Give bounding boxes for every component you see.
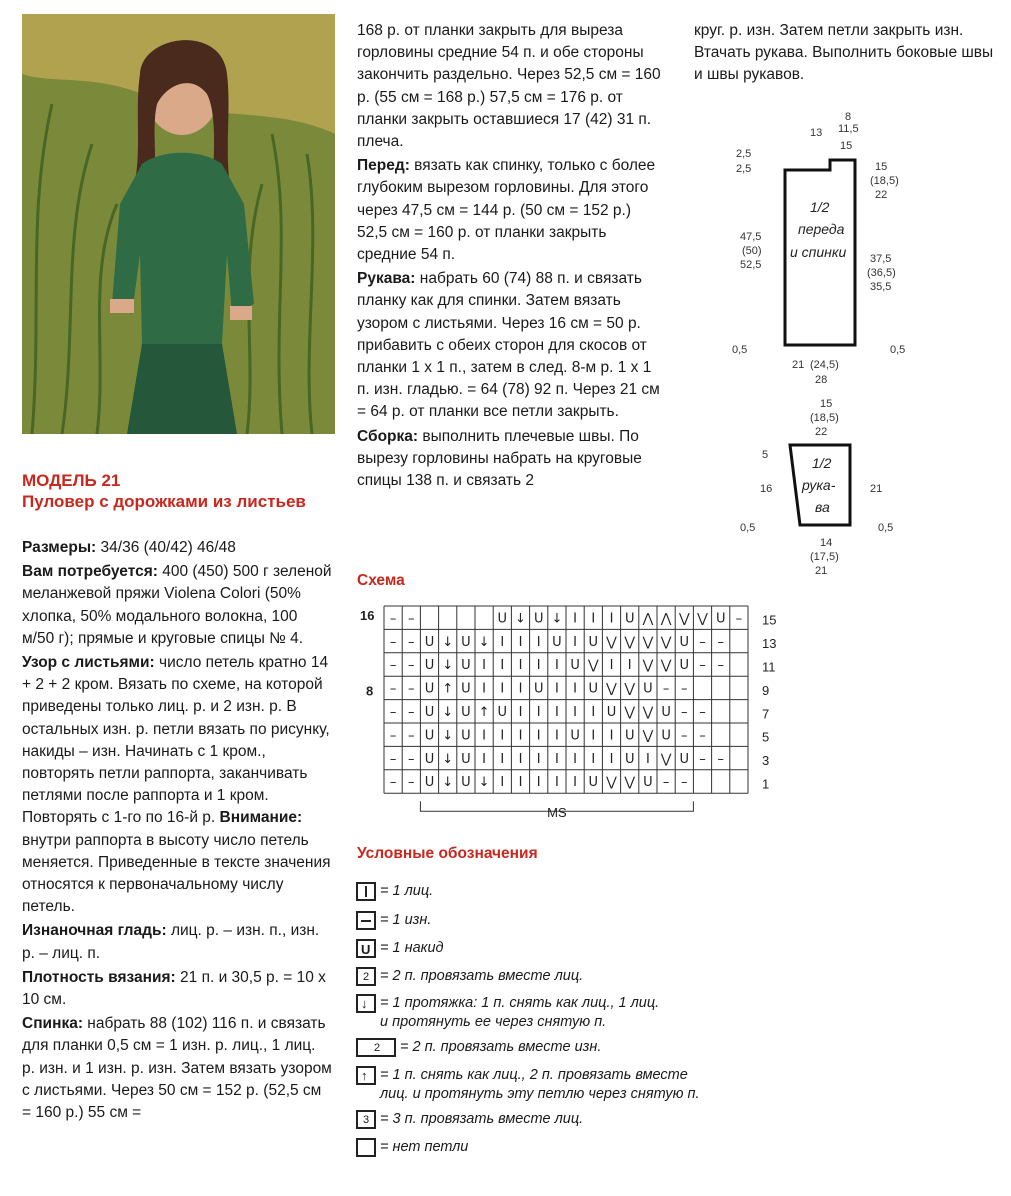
chart-stitch-symbol: I [500,751,505,767]
chart-row-label-right: 1 [762,776,770,792]
body-dim-left50: (50) [742,245,762,257]
chart-stitch-symbol: ⋁ [624,681,636,697]
chart-stitch-symbol: – [681,704,688,720]
chart-stitch-symbol: U [424,704,435,720]
chart-row-label-right: 13 [762,636,776,652]
chart-stitch-symbol: I [591,704,596,720]
photo-illustration [22,14,335,434]
chart-stitch-symbol: I [573,704,578,720]
chart-stitch-symbol: – [389,634,397,650]
chart-stitch-symbol: ↓ [478,775,490,791]
chart-stitch-symbol: I [536,704,541,720]
text-leaf-pattern: число петель кратно 14 + 2 + 2 кром. Вязать по схеме, на которой приведены только лиц. р. и 2 изн. р. В остальных изн. р. петли вязать по рисунку, накиды – изн. Начинать с 1 кром., повторять петли раппорта, заканчивать петлями после раппорта и 1 кром. Повторять с 1-го по 16-й р. [22,654,330,827]
chart-stitch-symbol: ⋁ [697,611,708,627]
chart-stitch-symbol: ⋁ [606,681,617,697]
chart-stitch-symbol: ⋁ [660,634,672,650]
schema-title: Схема [357,572,405,589]
chart-stitch-symbol: – [408,704,415,720]
chart-stitch-symbol: – [408,611,415,627]
chart-stitch-symbol: U [588,681,599,697]
legend-item-knit: = 1 лиц. [356,882,433,901]
body-dim-br05: 0,5 [890,344,906,356]
chart-stitch-symbol: U [570,728,580,744]
chart-stitch-symbol: – [389,681,397,697]
text-sleeves: набрать 60 (74) 88 п. и связать планку как для спинки. Затем вязать узором с листьями. Через 16 см = 50 р. прибавить с обеих сторон для скосов от планки 1 х 1 п., затем в след. 8-м р. 1 х 1 п. изн. гладью. = 64 (78) 92 п. Через 21 см = 64 р. от планки все петли закрыть. [357,270,660,421]
paragraph-assembly [357,426,665,493]
chart-stitch-symbol: U [606,704,617,720]
chart-stitch-symbol: – [681,728,688,744]
body-dim-bottom21: 21 [792,359,805,371]
label-reverse-stockinette: Изнаночная гладь: [22,922,167,940]
chart-stitch-symbol: ⋁ [642,704,654,720]
label-assembly: Сборка: [357,427,419,445]
paragraph-front [357,155,665,266]
chart-stitch-symbol: – [699,704,706,720]
chart-stitch-symbol: I [536,751,541,767]
chart-stitch-symbol: – [699,728,706,744]
chart-stitch-symbol: ↓ [515,611,526,627]
chart-stitch-symbol: ↓ [442,704,454,720]
chart-stitch-symbol: U [588,634,599,650]
sleeve-dim-top185: (18,5) [810,412,839,424]
chart-stitch-symbol: I [536,634,541,650]
legend-item-k2tog: 2 = 2 п. провязать вместе лиц. [356,967,583,986]
label-materials: Вам потребуется: [22,563,158,581]
model-name: Пуловер с дорожками из листьев [22,492,306,511]
model-photo [22,14,335,434]
sleeve-dim-bottom21: 21 [815,565,828,577]
chart-stitch-symbol: – [408,658,415,674]
chart-stitch-symbol: I [518,751,523,767]
body-piece [732,111,905,386]
chart-stitch-symbol: – [408,775,415,791]
chart-row-label-right: 5 [762,729,770,745]
body-dim-left25a: 2,5 [736,148,752,160]
chart-stitch-symbol: I [518,658,523,674]
legend-title: Условные обозначения [357,845,538,862]
text-assembly: выполнить плечевые швы. По вырезу горловины набрать на круговые спицы 138 п. и связать 2 [357,427,642,490]
chart-stitch-symbol: U [643,775,653,791]
sleeve-dim-bottom175: (17,5) [810,551,839,563]
knitting-chart-grid [356,600,776,835]
chart-stitch-symbol: ↓ [478,634,490,650]
chart-stitch-symbol: U [497,704,508,720]
chart-stitch-symbol: I [536,775,541,791]
chart-stitch-symbol: U [533,681,544,697]
knitting-chart [356,600,776,835]
chart-stitch-symbol: I [609,658,614,674]
body-dim-top8: 8 [845,111,852,123]
chart-stitch-symbol: I [554,681,559,697]
chart-stitch-symbol: I [482,681,487,697]
chart-stitch-symbol: I [609,751,614,767]
chart-stitch-symbol: I [573,775,578,791]
body-dim-left475: 47,5 [740,231,762,243]
chart-stitch-symbol: U [552,634,562,650]
chart-stitch-symbol: I [627,658,632,674]
repeat-label: MS [547,805,567,821]
sk2p-arrow-up-icon: ↑ [356,1066,376,1085]
chart-stitch-symbol: I [482,751,487,767]
sleeve-dim-bottom14: 14 [820,537,833,549]
body-label-2: переда [798,221,845,237]
chart-stitch-symbol: ⋁ [642,634,654,650]
chart-stitch-symbol: ↓ [442,775,454,791]
chart-stitch-symbol: I [609,611,614,627]
body-dim-left525: 52,5 [740,259,762,271]
text-back: набрать 88 (102) 116 п. и связать для планки 0,5 см = 1 изн. р. лиц., 1 лиц. р. изн. и 1 изн. р. изн. Затем вязать узором с листьями. Через 50 см = 152 р. (52,5 см = 160 р.) 55 см = [22,1015,332,1122]
chart-stitch-symbol: U [461,658,471,674]
body-dim-right365: (36,5) [867,267,896,279]
chart-stitch-symbol: ↓ [442,658,454,674]
label-gauge: Плотность вязания: [22,968,176,986]
body-label-1: 1/2 [810,199,830,215]
chart-stitch-symbol: U [624,611,635,627]
chart-stitch-symbol: I [482,658,487,674]
chart-stitch-symbol: ↓ [442,751,454,767]
sleeve-dim-left16: 16 [760,483,773,495]
chart-stitch-symbol: ↓ [442,728,454,744]
chart-stitch-symbol: I [536,658,541,674]
p2tog-icon: 2 [356,1038,396,1057]
ssk-arrow-down-icon: ↓ [356,994,376,1013]
sleeve-dim-left5: 5 [762,449,769,461]
body-dim-right185: (18,5) [870,175,899,187]
chart-stitch-symbol: ↑ [478,704,490,720]
garment-schematic [730,100,1000,580]
chart-stitch-symbol: ⋁ [642,658,654,674]
label-sizes: Размеры: [22,539,97,556]
chart-stitch-symbol: – [389,611,397,627]
model-title [22,470,306,512]
legend-item-purl: = 1 изн. [356,911,431,930]
text-front: вязать как спинку, только с более глубоким вырезом горловины. Для этого через 47,5 см = 144 р. (50 см = 152 р.) 52,5 см = 160 р. от планки закрыть средние 54 п. [357,157,656,264]
chart-stitch-symbol: – [699,658,706,674]
text-gauge: 21 п. и 30,5 р. = 10 х 10 см. [22,968,326,1009]
chart-stitch-symbol: ⋁ [624,634,636,650]
no-stitch-icon [356,1138,376,1157]
chart-stitch-symbol: I [518,704,523,720]
paragraph-back-cont [357,20,665,153]
chart-stitch-symbol: – [389,658,397,674]
chart-stitch-symbol: ↓ [442,634,454,650]
chart-stitch-symbol: I [573,681,578,697]
chart-stitch-symbol: I [500,728,505,744]
chart-stitch-symbol: I [536,728,541,744]
chart-stitch-symbol: I [554,728,559,744]
chart-stitch-symbol: – [389,751,397,767]
text-column-1 [22,537,332,1126]
chart-stitch-symbol: I [518,775,523,791]
chart-stitch-symbol: U [679,751,690,767]
chart-stitch-symbol: – [408,751,415,767]
body-dim-bottom28: 28 [815,374,828,386]
text-reverse-stockinette: лиц. р. – изн. п., изн. р. – лиц. п. [22,922,320,962]
chart-stitch-symbol: U [588,775,599,791]
chart-stitch-symbol: ⋁ [624,704,636,720]
chart-stitch-symbol: ⋁ [587,658,599,674]
chart-stitch-symbol: – [389,728,397,744]
body-label-3: и спинки [790,244,847,260]
legend-item-k3tog: 3 = 3 п. провязать вместе лиц. [356,1110,583,1129]
chart-stitch-symbol: – [408,681,415,697]
chart-stitch-symbol: – [408,634,415,650]
chart-stitch-symbol: U [570,658,580,674]
sleeve-dim-br05: 0,5 [878,522,894,534]
chart-stitch-symbol: I [518,728,523,744]
k2tog-icon: 2 [356,967,376,986]
sleeve-label-1: 1/2 [812,455,832,471]
body-dim-bl05: 0,5 [732,344,748,356]
chart-stitch-symbol: I [518,681,523,697]
text-sizes: 34/36 (40/42) 46/48 [96,539,236,556]
chart-stitch-symbol: U [461,775,471,791]
chart-stitch-symbol: ↓ [551,611,563,627]
chart-stitch-symbol: U [424,751,435,767]
chart-stitch-symbol: U [461,681,471,697]
chart-stitch-symbol: I [554,775,559,791]
chart-stitch-symbol: ⋁ [660,658,672,674]
sleeve-dim-top22: 22 [815,426,828,438]
chart-stitch-symbol: – [717,658,724,674]
chart-row-label-left: 8 [366,683,374,699]
chart-stitch-symbol: ⋀ [642,611,654,627]
paragraph-sizes [22,537,332,559]
chart-stitch-symbol: U [424,728,435,744]
knit-stitch-icon [356,882,376,901]
chart-stitch-symbol: – [681,775,688,791]
chart-stitch-symbol: – [389,775,397,791]
chart-stitch-symbol: I [554,751,559,767]
text-column-3 [694,20,1002,89]
chart-stitch-symbol: ⋀ [660,611,672,627]
paragraph-assembly-cont: круг. р. изн. Затем петли закрыть изн. Втачать рукава. Выполнить боковые швы и швы рукавов. [694,22,994,84]
chart-stitch-symbol: – [681,681,688,697]
chart-stitch-symbol: ↑ [442,681,454,697]
chart-stitch-symbol: U [679,634,690,650]
chart-stitch-symbol: ⋁ [642,728,654,744]
body-dim-right375: 37,5 [870,253,892,265]
text-back-cont: 168 р. от планки закрыть для выреза горловины средние 54 п. и обе стороны закончить раздельно. Через 52,5 см = 160 р. (55 см = 168 р.) 57,5 см = 176 р. от планки закрыть оставшиеся 17 (42) 31 п. плеча. [357,22,661,151]
legend-item-yarnover: U = 1 накид [356,939,444,958]
chart-row-label-left: 16 [360,608,375,623]
paragraph-materials [22,561,332,650]
chart-stitch-symbol: – [735,611,743,627]
chart-stitch-symbol: I [573,751,578,767]
label-leaf-pattern: Узор с листьями: [22,654,155,672]
chart-stitch-symbol: U [624,751,635,767]
chart-stitch-symbol: I [609,728,614,744]
sleeve-dim-bl05: 0,5 [740,522,756,534]
chart-stitch-symbol: ⋁ [606,634,617,650]
chart-stitch-symbol: U [461,704,471,720]
sleeve-dim-right21: 21 [870,483,883,495]
chart-row-label-right: 3 [762,753,770,769]
chart-stitch-symbol: – [717,751,724,767]
paragraph-sleeves [357,268,665,423]
chart-row-label-right: 9 [762,682,770,698]
chart-stitch-symbol: U [624,728,635,744]
chart-stitch-symbol: U [661,728,671,744]
chart-stitch-symbol: U [424,775,435,791]
yarnover-icon: U [356,939,376,958]
chart-stitch-symbol: I [500,634,505,650]
chart-stitch-symbol: – [662,775,670,791]
legend-item-no-stitch: = нет петли [356,1138,468,1157]
chart-stitch-symbol: U [533,611,544,627]
chart-stitch-symbol: I [500,681,505,697]
sleeve-piece [740,398,893,577]
chart-stitch-symbol: I [482,728,487,744]
chart-stitch-symbol: I [573,634,578,650]
chart-stitch-symbol: I [645,751,650,767]
paragraph-back [22,1013,332,1124]
sleeve-label-3: ва [815,499,830,515]
body-dim-bottom245: (24,5) [810,359,839,371]
chart-stitch-symbol: U [461,751,471,767]
chart-stitch-symbol: U [661,704,671,720]
label-back: Спинка: [22,1015,83,1033]
chart-row-label-right: 11 [762,659,776,675]
chart-stitch-symbol: U [643,681,653,697]
model-number: МОДЕЛЬ 21 [22,471,121,490]
body-dim-right15: 15 [875,161,888,173]
chart-stitch-symbol: – [699,634,706,650]
chart-stitch-symbol: ⋁ [624,775,636,791]
body-dim-left25b: 2,5 [736,163,752,175]
label-front: Перед: [357,157,410,175]
legend-item-sk2p: ↑ = 1 п. снять как лиц., 2 п. провязать вместе лиц. и протянуть эту петлю через снятую п. [356,1066,700,1104]
text-column-2 [357,20,665,494]
paragraph-reverse-stockinette [22,920,332,964]
chart-stitch-symbol: U [461,728,471,744]
body-dim-top15: 15 [840,140,853,152]
body-dim-right22: 22 [875,189,888,201]
chart-stitch-symbol: U [461,634,471,650]
text-materials: 400 (450) 500 г зеленой меланжевой пряжи Violena Colori (50% хлопка, 50% модального волокна, 100 м/50 г); прямые и круговые спицы № 4. [22,563,332,647]
chart-stitch-symbol: I [591,728,596,744]
chart-stitch-symbol: – [717,634,724,650]
label-sleeves: Рукава: [357,270,416,288]
legend-item-p2tog: 2 = 2 п. провязать вместе изн. [356,1038,601,1057]
chart-stitch-symbol: ⋁ [678,611,690,627]
chart-row-label-right: 7 [762,706,770,722]
chart-stitch-symbol: I [500,658,505,674]
chart-stitch-symbol: I [500,775,505,791]
chart-stitch-symbol: I [573,611,578,627]
sleeve-dim-top15: 15 [820,398,833,410]
chart-stitch-symbol: – [389,704,397,720]
body-dim-top13: 13 [810,127,823,139]
paragraph-gauge [22,967,332,1011]
chart-stitch-symbol: I [554,704,559,720]
chart-stitch-symbol: – [662,681,670,697]
chart-stitch-symbol: U [679,658,690,674]
chart-stitch-symbol: U [715,611,726,627]
legend-item-ssk: ↓ = 1 протяжка: 1 п. снять как лиц., 1 лиц. и протянуть ее через снятую п. [356,994,659,1032]
chart-stitch-symbol: ⋁ [606,775,617,791]
sleeve-label-2: рука- [802,477,836,493]
text-attention: внутри раппорта в высоту число петель меняется. Приведенные в тексте значения относятся к первоначальному числу петель. [22,831,331,916]
label-attention: Внимание: [219,809,303,827]
k3tog-icon: 3 [356,1110,376,1129]
chart-stitch-symbol: U [424,658,435,674]
body-dim-right355: 35,5 [870,281,892,293]
chart-stitch-symbol: U [424,681,435,697]
chart-stitch-symbol: I [518,634,523,650]
chart-stitch-symbol: – [408,728,415,744]
chart-stitch-symbol: I [591,751,596,767]
body-dim-top115: 11,5 [838,123,859,135]
chart-stitch-symbol: I [554,658,559,674]
purl-stitch-icon [356,911,376,930]
chart-stitch-symbol: U [424,634,435,650]
paragraph-leaf-pattern [22,652,332,918]
chart-stitch-symbol: U [497,611,508,627]
chart-stitch-symbol: – [699,751,706,767]
chart-stitch-symbol: I [591,611,596,627]
chart-row-label-right: 15 [762,612,776,628]
chart-stitch-symbol: ⋁ [660,751,672,767]
